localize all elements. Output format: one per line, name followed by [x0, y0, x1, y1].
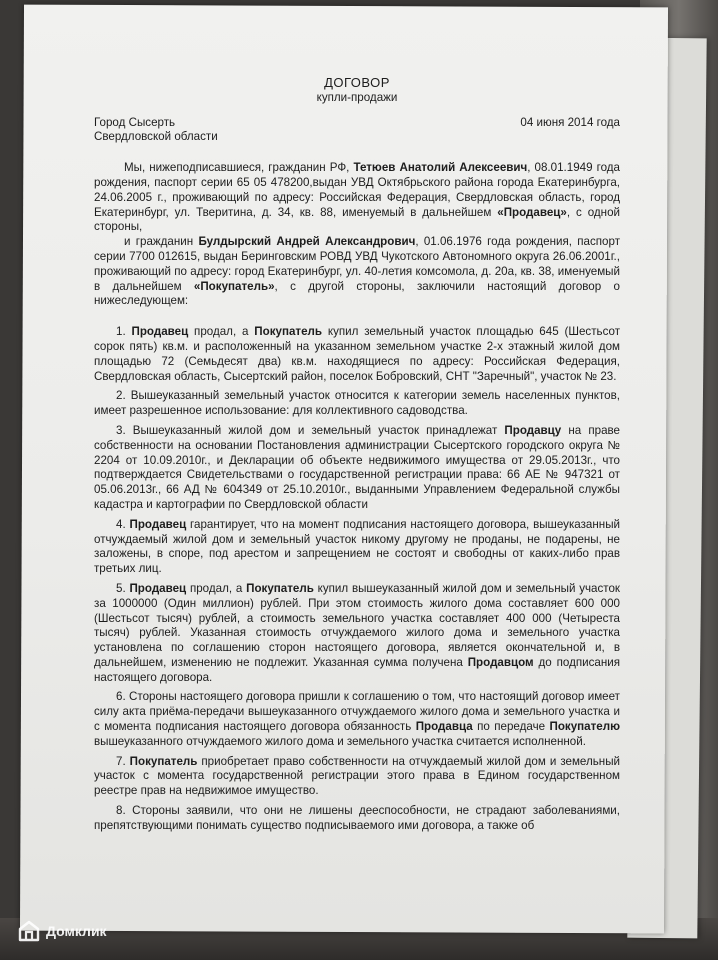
text-run: купил земельный участок площадью 645 (Шестьсот сорок пять) кв.м. и расположенный на указанном земельном участке 2-х этажный жилой дом площадью 72 (Семьдесят два) кв.м. находящиеся по адресу: Российская Федерация, Свердловская область, Сысертский район, поселок Бобровский, СНТ "Заречный", участок № 23. [94, 325, 620, 383]
bold-term: Продавцу [504, 423, 562, 437]
spacer [94, 145, 620, 161]
contract-clause [94, 325, 620, 384]
bold-term: «Покупатель» [193, 279, 275, 293]
text-run: , 01.06.1976 года рождения, паспорт серии 7700 012615, выдан Беринговским РОВД УВД Чукотского Автономного округа 26.06.2001г., проживающий по адресу: город Екатеринбург, ул. 40-летия комсомола, д. 20а, кв. 38, именуемый в дальнейшем [94, 235, 620, 293]
bold-term: Тетюев Анатолий Алексеевич [353, 161, 528, 175]
contract-clause [94, 518, 620, 577]
bold-term: Продавец [131, 325, 189, 339]
text-run: 4. [116, 517, 130, 531]
contract-clause [94, 690, 620, 749]
party-paragraph [94, 161, 620, 235]
contract-clause [94, 424, 620, 513]
region: Свердловской области [94, 130, 218, 144]
text-run: 6. Стороны настоящего договора пришли к соглашению о том, что настоящий договор имеет силу акта приёма-передачи вышеуказанного отчуждаемого жилого дома и земельного участка и с момента подписания настоящего договора обязанность [94, 690, 620, 734]
parties-section [94, 161, 620, 309]
document-title: ДОГОВОР [324, 75, 390, 90]
text-run: и гражданин [124, 235, 199, 249]
text-run: до подписания настоящего договора. [94, 655, 620, 684]
contract-text [94, 76, 620, 839]
text-run: 5. [116, 581, 130, 595]
domclick-logo-icon [18, 920, 40, 942]
contract-clause [94, 582, 620, 686]
text-run: Мы, нижеподписавшиеся, гражданин РФ, [124, 161, 354, 175]
city: Город Сысерть [94, 115, 176, 129]
text-run: приобретает право собственности на отчуждаемый жилой дом и земельный участок с момента государственной регистрации этого права в Едином государственном реестре прав на недвижимое имущество. [94, 754, 620, 798]
text-run: , 08.01.1949 года рождения, паспорт серии 65 05 478200,выдан УВД Октябрьского района города Екатеринбурга, 24.06.2005 г., проживающий по адресу: Российская Федерация, Свердловская область, город Екатеринбург, ул. Тверитина, д. 34, кв. 88, именуемый в дальнейшем [94, 161, 620, 219]
bold-term: Продавца [415, 720, 473, 734]
text-run: 1. [116, 325, 132, 339]
bold-term: Булдырский Андрей Александрович [198, 235, 416, 249]
text-run: , с другой стороны, заключили настоящий договор о нижеследующем: [94, 279, 620, 308]
text-run: вышеуказанного отчуждаемого жилого дома и земельного участка считается исполненной. [94, 734, 586, 748]
bold-term: Продавец [129, 581, 187, 595]
text-run: продал, а [188, 325, 255, 339]
bold-term: Покупателю [549, 720, 620, 734]
text-run: по передаче [472, 720, 550, 734]
text-run: гарантирует, что на момент подписания настоящего договора, вышеуказанный отчуждаемый жилой дом и земельный участок никому другому не проданы, не подарены, не заложены, в споре, под арестом и запрещением не состоят и свободны от каких-либо прав третьих лиц. [94, 517, 620, 576]
party-paragraph [94, 235, 620, 309]
text-run: 7. [116, 754, 130, 768]
bold-term: Продавцом [467, 655, 534, 669]
contract-clause [94, 755, 620, 799]
contract-clause [94, 804, 620, 834]
text-run: продал, а [186, 581, 247, 595]
bold-term: «Продавец» [497, 205, 567, 219]
contract-clauses [94, 325, 620, 834]
contract-date: 04 июня 2014 года [520, 115, 620, 129]
bold-term: Покупатель [254, 325, 323, 339]
watermark-text: Домклик [46, 923, 107, 939]
bold-term: Продавец [129, 517, 187, 531]
text-run: на праве собственности на основании Постановления администрации Сысертского городского округа № 2204 от 10.09.2010г., и Декларации об объекте недвижимого имущества от 29.05.2013г., что подтверждается Свидетельствами о государственной регистрации права: 66 АЕ № 947321 от 05.06.2013г., 66 АД № 604349 от 25.10.2010г., выданными Управлением Федеральной службы кадастра и картографии по Свердловской области [94, 423, 620, 511]
document-subtitle: купли-продажи [316, 90, 398, 104]
text-run: 2. Вышеуказанный земельный участок относится к категории земель населенных пунктов, имеет разрешенное использование: для коллективного садоводства. [94, 389, 620, 418]
text-run: 8. Стороны заявили, что они не лишены дееспособности, не страдают заболеваниями, препятствующими понимать существо подписываемого ими договора, а также об [94, 804, 620, 832]
text-run: 3. Вышеуказанный жилой дом и земельный участок принадлежат [116, 423, 505, 437]
spacer [94, 309, 620, 325]
contract-clause [94, 389, 620, 419]
bold-term: Покупатель [129, 754, 198, 768]
text-run: купил вышеуказанный жилой дом и земельный участок за 1000000 (Один миллион) рублей. При этом стоимость жилого дома составляет 600 000 (Шестьсот тысяч) рублей, а стоимость земельного участка составляет 400 000 (Четыреста тысяч) рублей. Указанная стоимость отчуждаемого жилого дома и земельного участка установлена по соглашению сторон настоящего договора, является окончательной и, в дальнейшем, изменению не подлежит. Указанная сумма получена [94, 581, 620, 669]
watermark [18, 920, 107, 942]
bold-term: Покупатель [246, 581, 314, 595]
place-date-row [94, 116, 620, 131]
text-run: , с одной стороны, [94, 205, 620, 234]
